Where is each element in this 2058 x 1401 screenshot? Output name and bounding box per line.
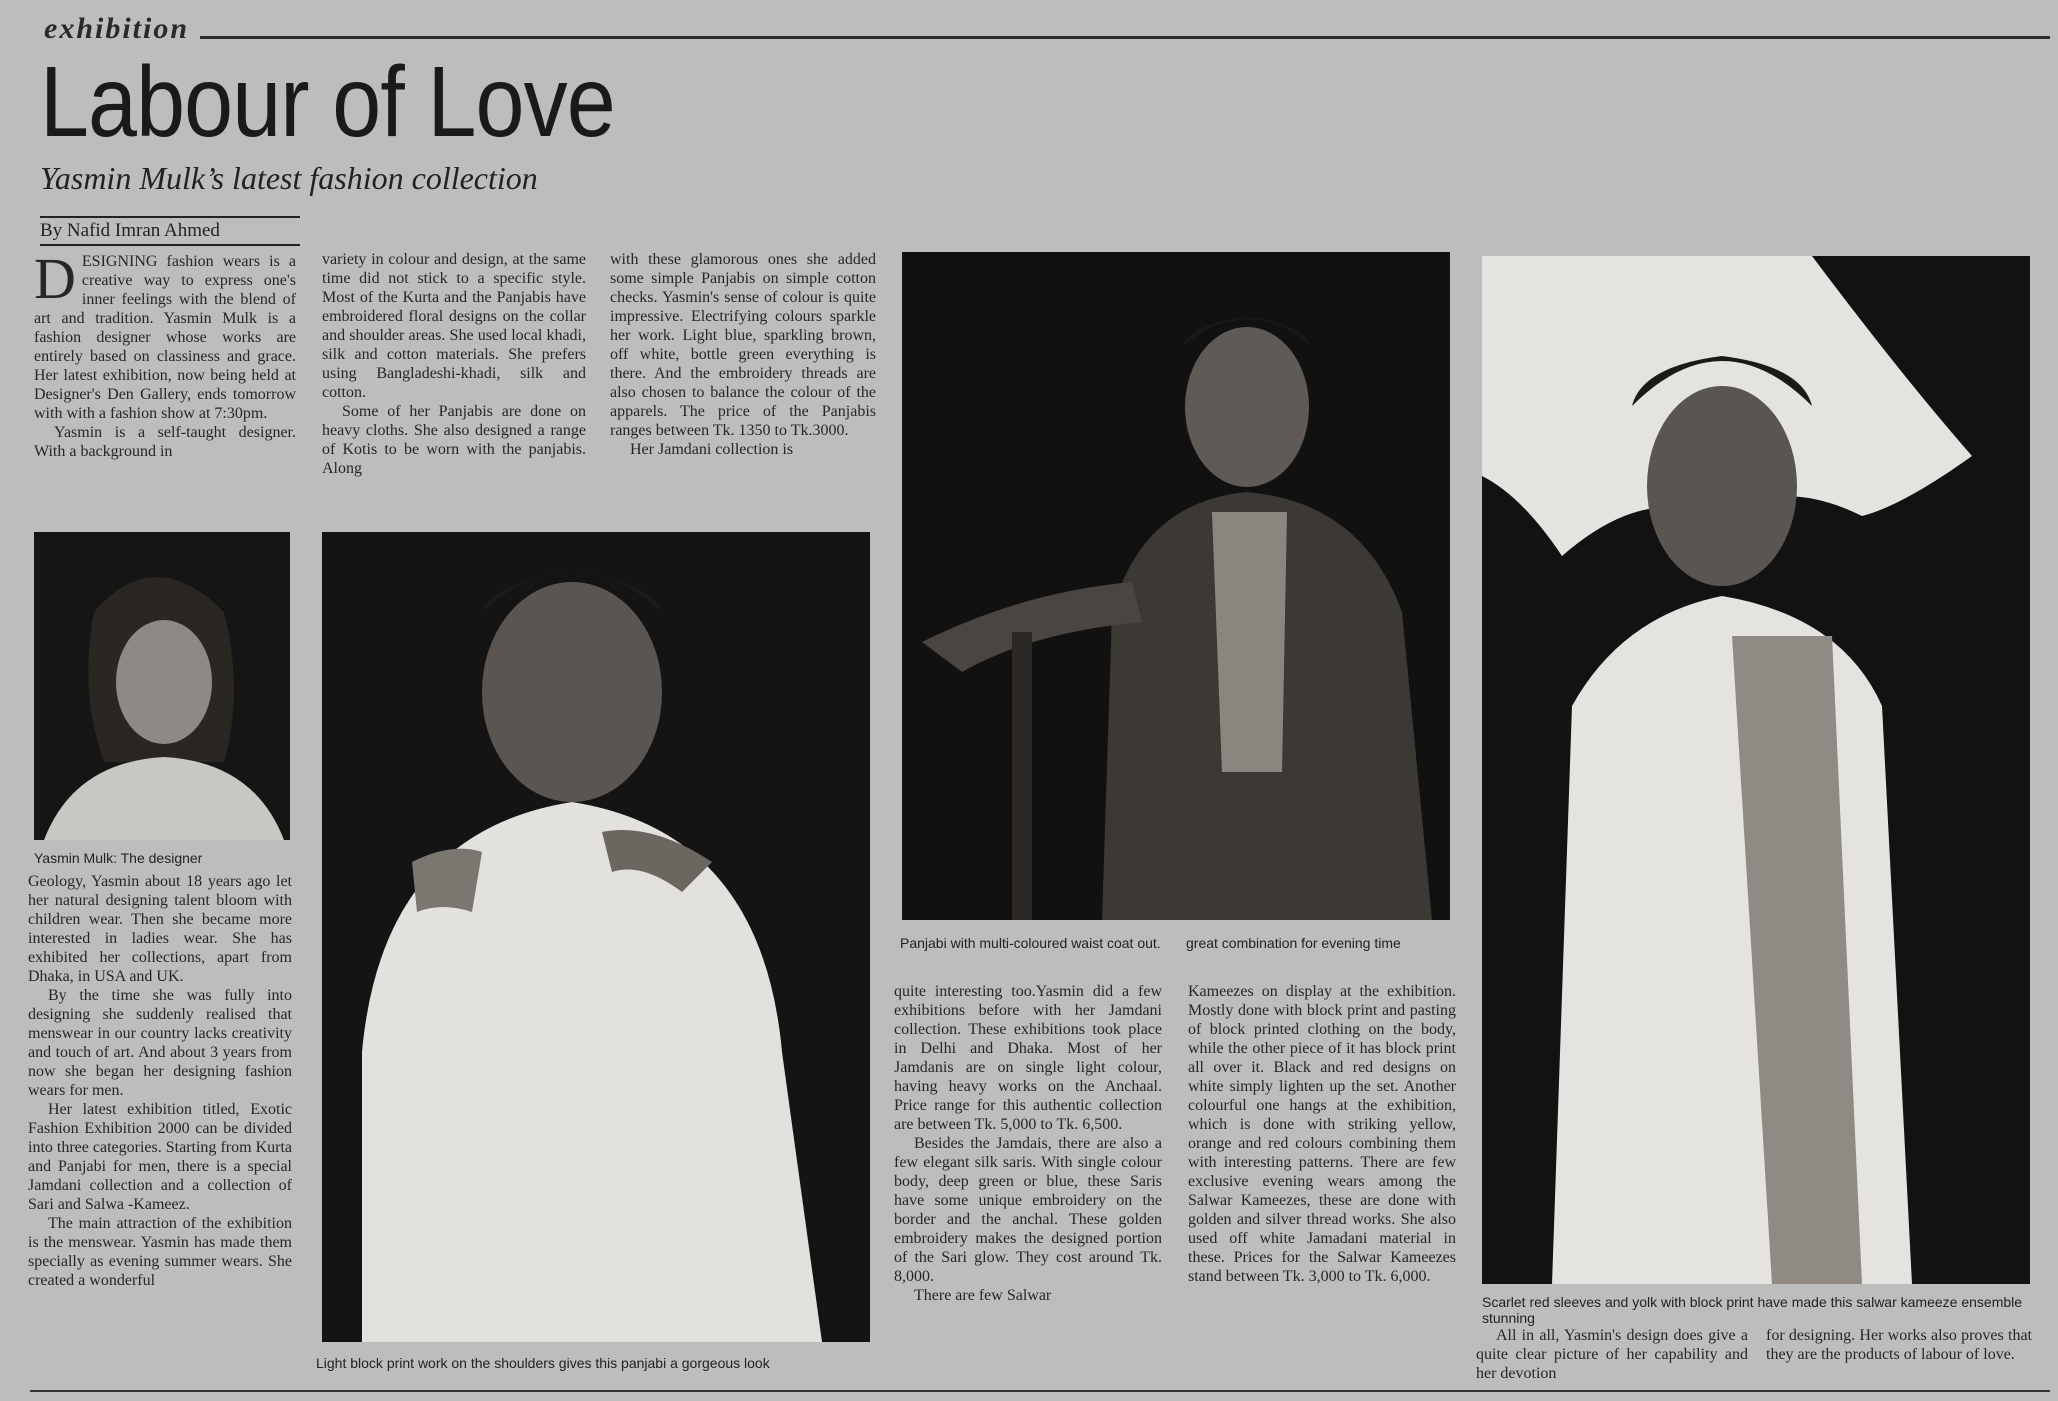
panjabi-waistcoat-photo xyxy=(902,252,1450,920)
paragraph: Geology, Yasmin about 18 years ago let her natural designing talent bloom with children wear. Then she became more interested in ladies wear. She has exhibited her collections, apart from Dhaka, in USA and UK. xyxy=(28,873,292,985)
paragraph: variety in colour and design, at the same time did not stick to a specific style. Most of the Kurta and the Panjabis have embroidered floral designs on the collar and shoulder areas. She used local khadi, silk and cotton materials. She prefers using Bangladeshi-khadi, silk and cotton. xyxy=(322,251,586,401)
byline: By Nafid Imran Ahmed xyxy=(40,216,300,246)
paragraph: By the time she was fully into designing she suddenly realised that menswear in our country lacks creativity and touch of art. And about 3 years from now she began her designing fashion wears for men. xyxy=(28,987,292,1099)
caption-waistcoat-right: great combination for evening time xyxy=(1186,935,1401,951)
subheadline: Yasmin Mulk’s latest fashion collection xyxy=(40,160,538,196)
caption-panjabi-white: Light block print work on the shoulders gives this panjabi a gorgeous look xyxy=(316,1355,770,1371)
section-label: exhibition xyxy=(44,12,190,45)
paragraph: The main attraction of the exhibition is the menswear. Yasmin has made them specially as evening summer wears. She created a wonderful xyxy=(28,1215,292,1289)
dropcap: D xyxy=(34,246,76,311)
article-column-1 xyxy=(34,246,296,461)
article-column-6 xyxy=(1476,1326,1748,1383)
paragraph: Kameezes on display at the exhibition. Mostly done with block print and pasting of block printed clothing on the body, while the other piece of it has block print all over it. Black and red designs on white simply lighten up the set. Another colourful one hangs at the exhibition, which is done with striking yellow, orange and red colours combining them with interesting patterns. There are few exclusive evening wears among the Salwar Kameezes, these are done with golden and silver thread works. She also used off white Jamadani material in these. Prices for the Salwar Kameezes stand between Tk. 3,000 to Tk. 6,000. xyxy=(1188,983,1456,1285)
article-column-7 xyxy=(1766,1326,2032,1364)
article-column-1b xyxy=(28,872,292,1290)
article-column-4 xyxy=(894,982,1162,1305)
article-column-2 xyxy=(322,250,586,478)
bottom-rule xyxy=(30,1390,2050,1392)
paragraph: Yasmin is a self-taught designer. With a background in xyxy=(34,424,296,460)
top-rule xyxy=(200,36,2050,39)
article-column-5 xyxy=(1188,982,1456,1286)
salwar-kameez-photo xyxy=(1482,256,2030,1284)
panjabi-white-photo xyxy=(322,532,870,1342)
paragraph: Her Jamdani collection is xyxy=(630,441,794,458)
lead-paragraph: DESIGNING fashion wears is a creative way to express one's inner feelings with the blend of art and tradition. Yasmin Mulk is a fashion designer whose works are entirely based on classiness and grace. Her latest exhibition, now being held at Designer's Den Gallery, ends tomorrow with with a fashion show at 7:30pm. xyxy=(34,246,296,422)
caption-salwar: Scarlet red sleeves and yolk with block print have made this salwar kameeze ensemble stunning xyxy=(1482,1294,2023,1326)
paragraph: Some of her Panjabis are done on heavy cloths. She also designed a range of Kotis to be worn with the panjabis. Along xyxy=(322,403,586,477)
article-column-3 xyxy=(610,250,876,459)
paragraph: Besides the Jamdais, there are also a few elegant silk saris. With single colour body, deep green or blue, these Saris have some unique embroidery on the border and the anchal. These golden embroidery makes the designed portion of the Sari glow. They cost around Tk. 8,000. xyxy=(894,1135,1162,1285)
headline: Labour of Love xyxy=(40,46,615,158)
paragraph: Her latest exhibition titled, Exotic Fashion Exhibition 2000 can be divided into three categories. Starting from Kurta and Panjabi for men, there is a special Jamdani collection and a collection of Sari and Salwa -Kameez. xyxy=(28,1101,292,1213)
paragraph: All in all, Yasmin's design does give a quite clear picture of her capability and her devotion xyxy=(1476,1327,1748,1382)
caption-designer: Yasmin Mulk: The designer xyxy=(34,850,203,866)
designer-photo xyxy=(34,532,290,840)
paragraph: for designing. Her works also proves that they are the products of labour of love. xyxy=(1766,1327,2032,1363)
paragraph: with these glamorous ones she added some simple Panjabis on simple cotton checks. Yasmin's sense of colour is quite impressive. Electrifying colours sparkle her work. Light blue, sparkling brown, off white, bottle green everything is there. And the embroidery threads are also chosen to balance the colour of the apparels. The price of the Panjabis ranges between Tk. 1350 to Tk.3000. xyxy=(610,251,876,439)
caption-waistcoat-left: Panjabi with multi-coloured waist coat out. xyxy=(900,935,1161,951)
paragraph: There are few Salwar xyxy=(914,1287,1052,1304)
paragraph: quite interesting too.Yasmin did a few exhibitions before with her Jamdani collection. These exhibitions took place in Delhi and Dhaka. Most of her Jamdanis are on single light colour, having heavy works on the Anchaal. Price range for this authentic collection are between Tk. 5,000 to Tk. 6,500. xyxy=(894,983,1162,1133)
